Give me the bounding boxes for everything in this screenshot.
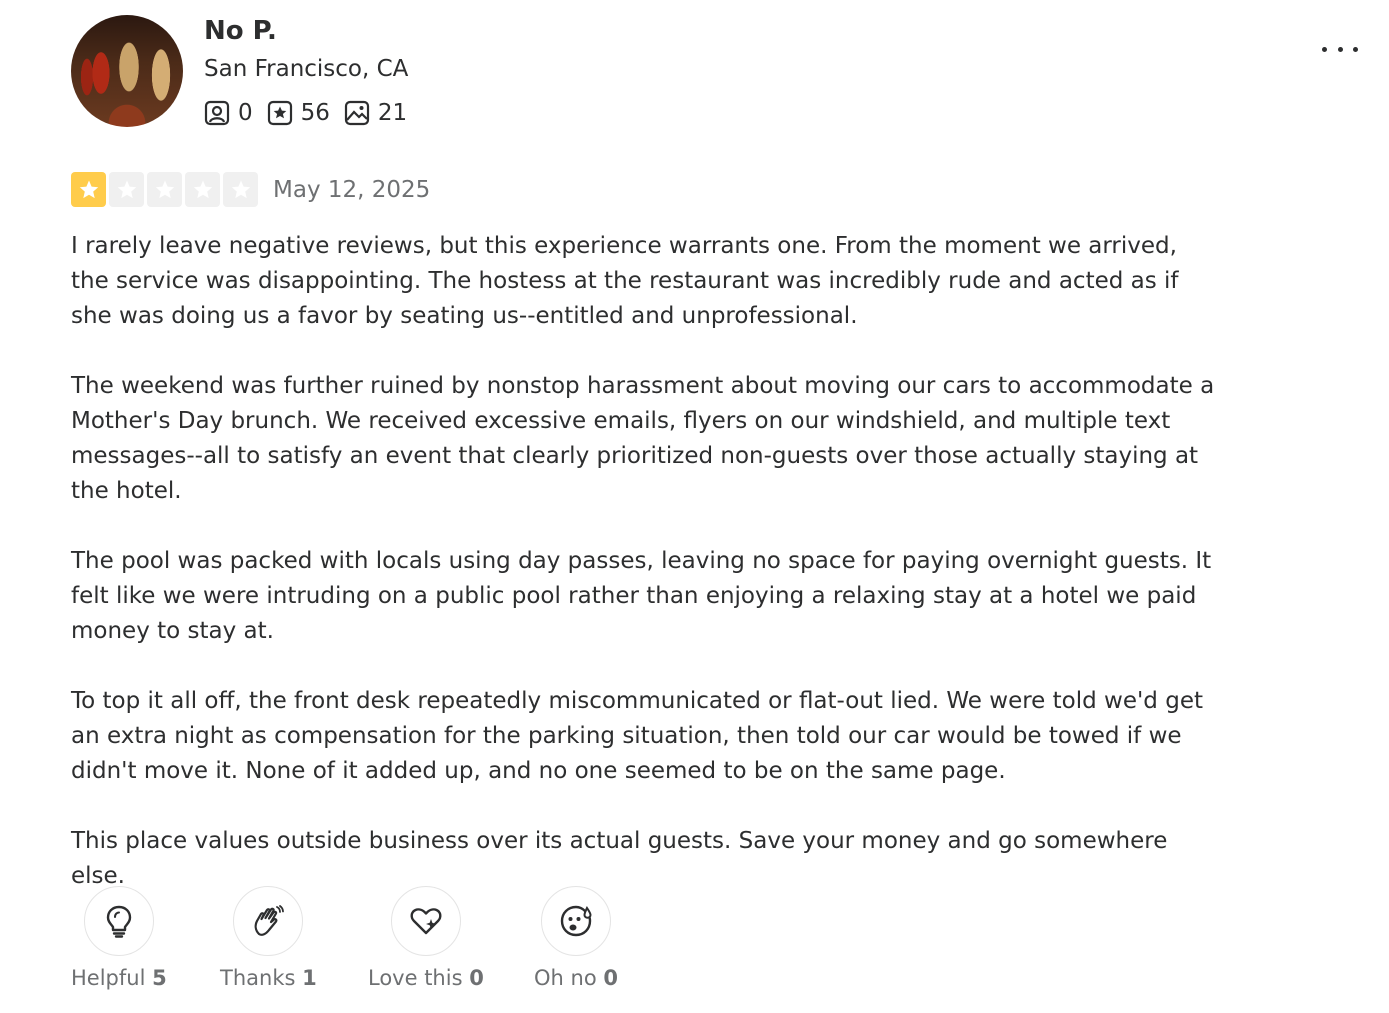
- waving-hands-icon: [250, 903, 286, 939]
- star-empty-icon: [109, 172, 144, 207]
- lightbulb-icon: [101, 903, 137, 939]
- stat-reviews-count: 56: [300, 100, 330, 126]
- review-rating-row: [71, 172, 430, 207]
- user-avatar[interactable]: [71, 15, 183, 127]
- review-paragraph: The weekend was further ruined by nonstop harassment about moving our cars to accommodate a Mother's Day brunch. We received excessive emails, flyers on our windshield, and multiple text messages--all to satisfy an event that clearly prioritized non-guests over those actually staying at the hotel.: [71, 373, 1215, 504]
- stat-friends-count: 0: [238, 100, 253, 126]
- photo-icon: [344, 100, 370, 126]
- sweat-face-icon: [558, 903, 594, 939]
- reaction-oh-no-label: [534, 966, 618, 990]
- reaction-helpful-label: [71, 966, 167, 990]
- star-empty-icon: [185, 172, 220, 207]
- stat-photos-count: 21: [377, 100, 408, 126]
- review-date: May 12, 2025: [273, 176, 431, 203]
- reaction-label-text: Helpful: [71, 966, 146, 990]
- reaction-oh-no-circle[interactable]: [541, 886, 611, 956]
- review-paragraph: This place values outside business over its actual guests. Save your money and go somewhere else.: [71, 828, 1168, 889]
- reaction-oh-no-button[interactable]: [534, 886, 618, 990]
- review-star-icon: [267, 100, 293, 126]
- star-empty-icon: [223, 172, 258, 207]
- reaction-label-text: Oh no: [534, 966, 597, 990]
- reaction-count: 0: [603, 966, 618, 990]
- user-name[interactable]: No P.: [204, 16, 277, 46]
- review-paragraph: To top it all off, the front desk repeatedly miscommunicated or flat-out lied. We were told we'd get an extra night as compensation for the parking situation, then told our car would be towed if we didn't move it. None of it added up, and no one seemed to be on the same page.: [71, 688, 1203, 784]
- reaction-love-this-circle[interactable]: [391, 886, 461, 956]
- reaction-count: 0: [469, 966, 484, 990]
- friends-icon: [204, 100, 230, 126]
- review-paragraph: I rarely leave negative reviews, but this experience warrants one. From the moment we arrived, the service was disappointing. The hostess at the restaurant was incredibly rude and acted as if she was doing us a favor by seating us--entitled and unprofessional.: [71, 233, 1179, 329]
- reaction-count: 5: [152, 966, 167, 990]
- reaction-love-this-button[interactable]: [368, 886, 484, 990]
- star-empty-icon: [147, 172, 182, 207]
- reaction-label-text: Thanks: [220, 966, 296, 990]
- reaction-count: 1: [302, 966, 317, 990]
- star-rating: [71, 172, 261, 207]
- more-dot-icon: [1353, 47, 1358, 52]
- reaction-helpful-circle[interactable]: [84, 886, 154, 956]
- heart-sparkle-icon: [408, 903, 444, 939]
- star-filled-icon: [71, 172, 106, 207]
- more-dot-icon: [1322, 47, 1327, 52]
- reaction-helpful-button[interactable]: [71, 886, 167, 990]
- more-options-button[interactable]: [1318, 34, 1362, 64]
- review-paragraph: The pool was packed with locals using day passes, leaving no space for paying overnight guests. It felt like we were intruding on a public pool rather than enjoying a relaxing stay at a hotel we paid money to stay at.: [71, 548, 1212, 644]
- reaction-thanks-circle[interactable]: [233, 886, 303, 956]
- user-location: San Francisco, CA: [204, 56, 409, 82]
- reaction-thanks-label: [220, 966, 317, 990]
- reaction-label-text: Love this: [368, 966, 463, 990]
- more-dot-icon: [1338, 47, 1343, 52]
- stat-friends: [204, 100, 253, 126]
- review-text: [71, 229, 1221, 929]
- reaction-love-this-label: [368, 966, 484, 990]
- user-stats: [204, 98, 421, 128]
- stat-photos: [344, 100, 407, 126]
- stat-reviews: [267, 100, 330, 126]
- reaction-thanks-button[interactable]: [220, 886, 317, 990]
